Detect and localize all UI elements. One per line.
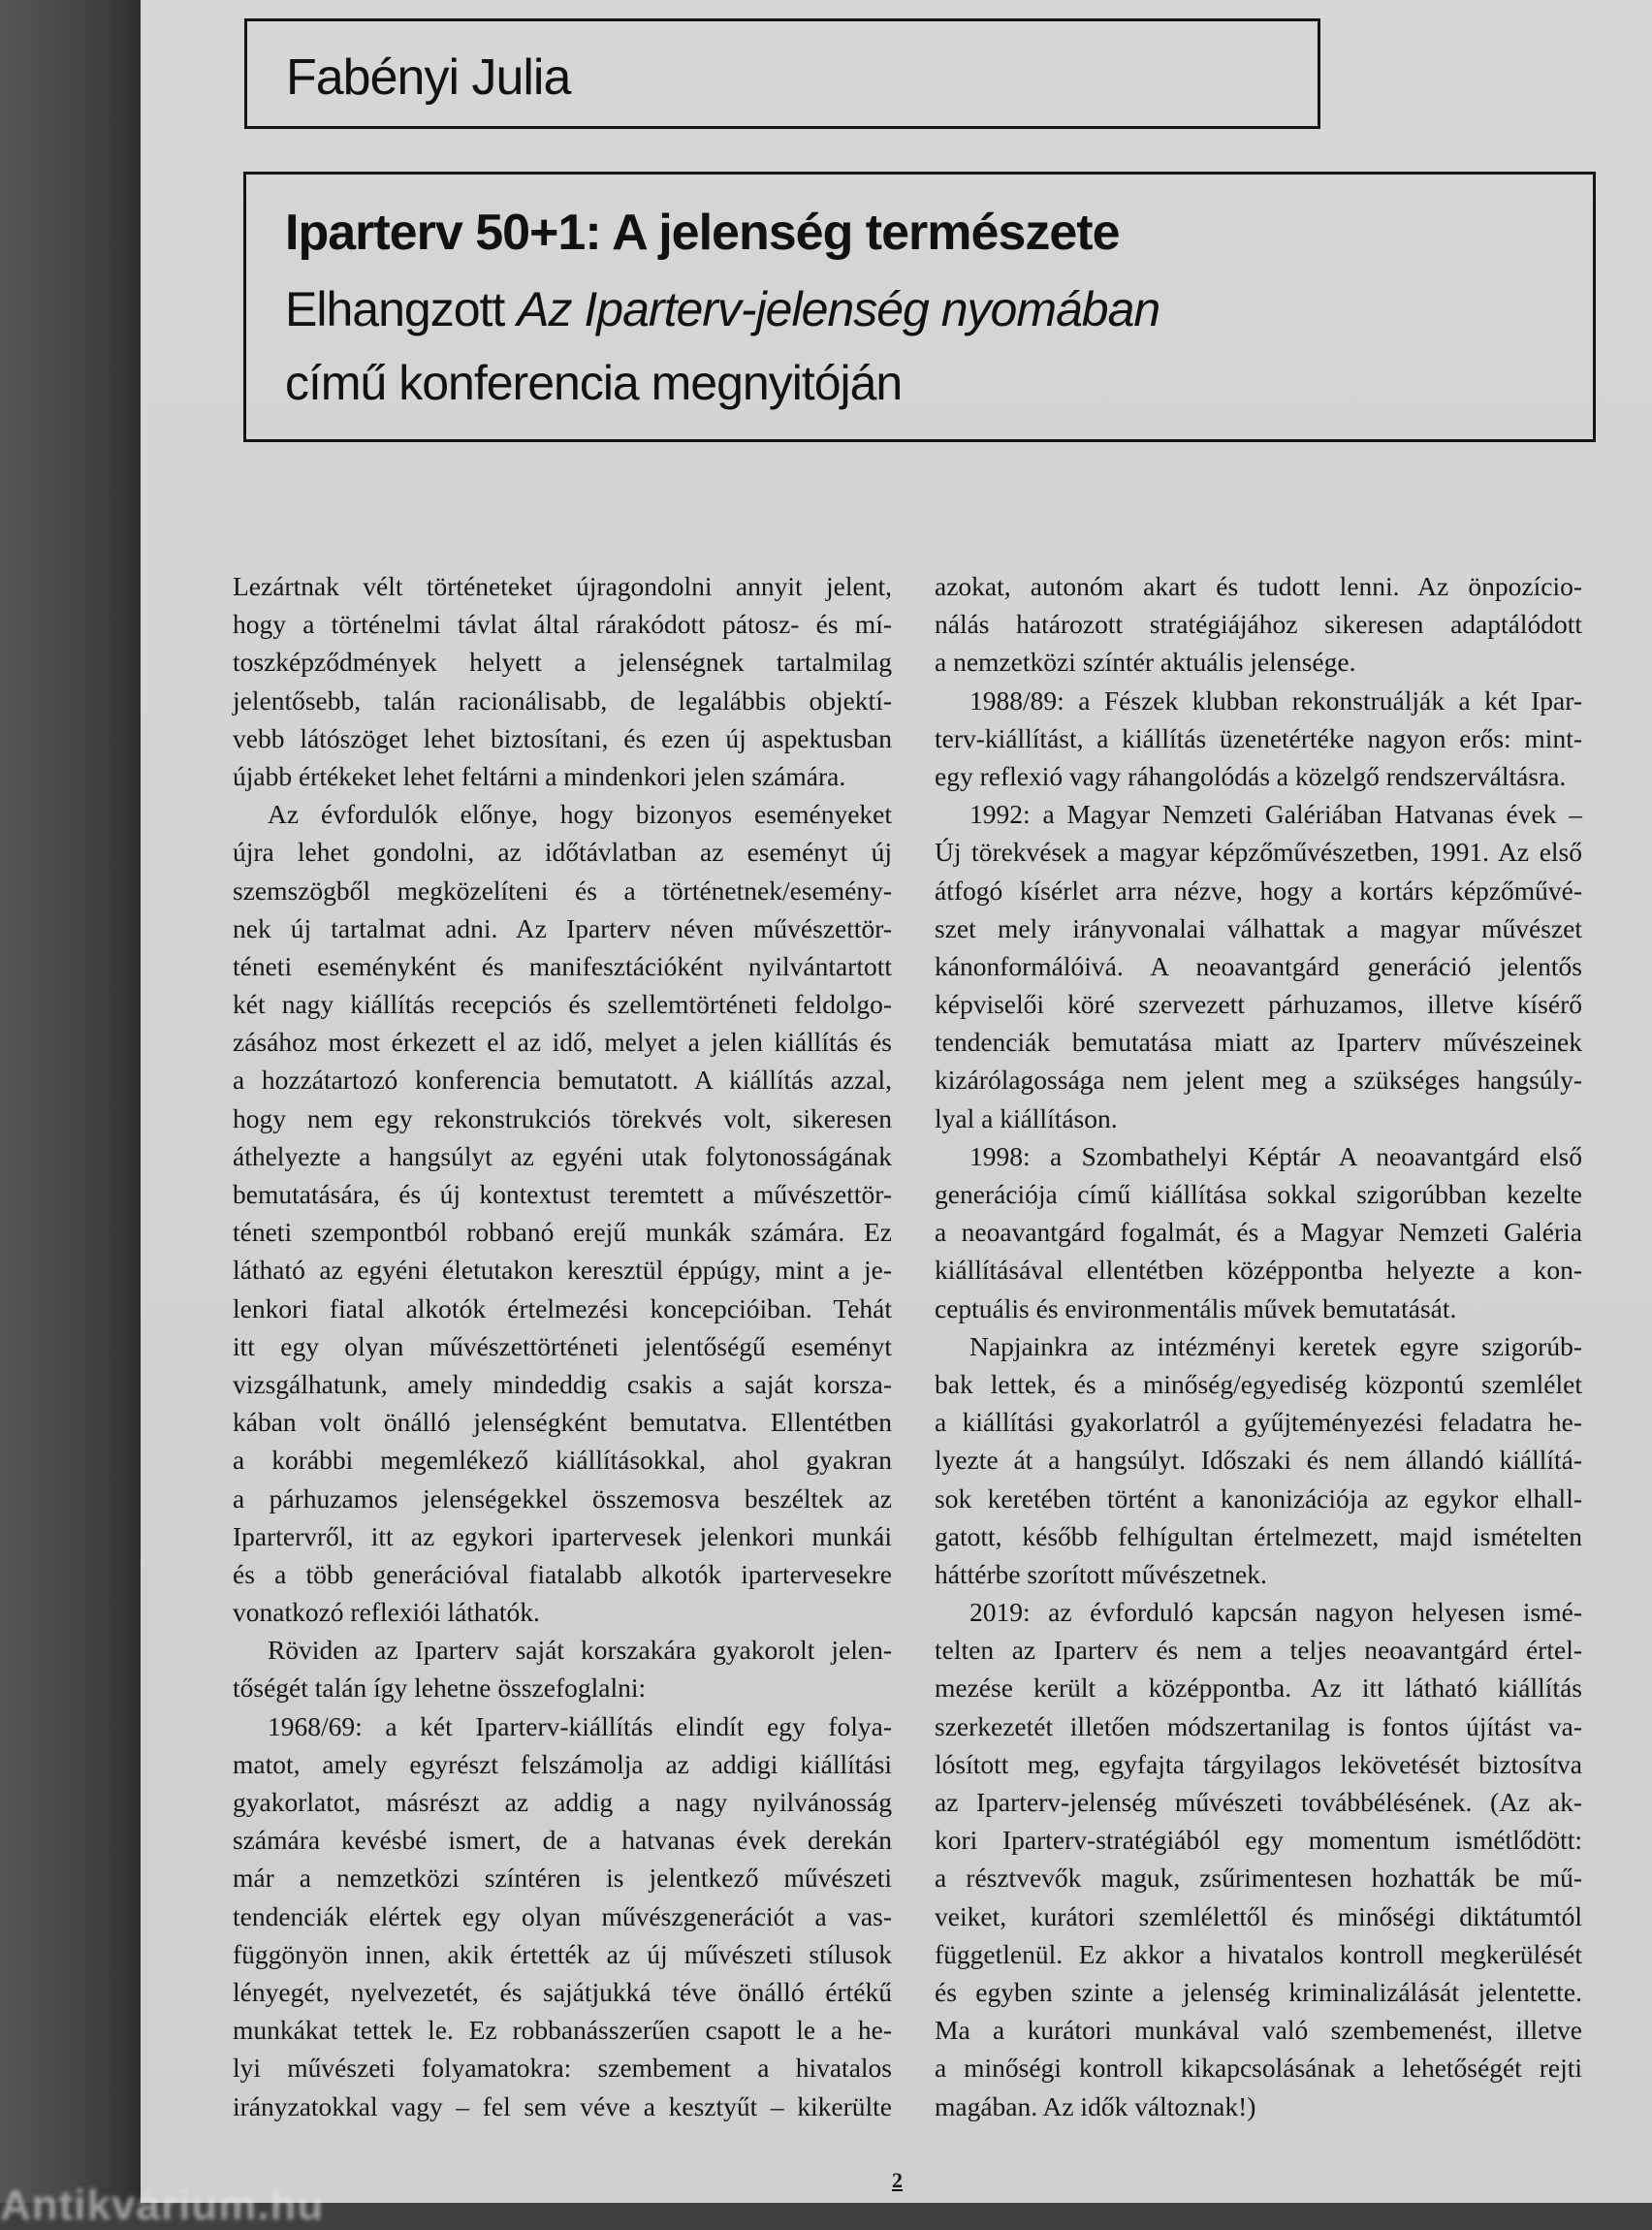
text-line: újra lehet gondolni, az időtávlatban az eseményt új	[233, 837, 892, 868]
text-line: terv-kiállítást, a kiállítás üzenetértéke nagyon erős: mint-	[935, 722, 1582, 753]
author-name: Fabényi Julia	[286, 49, 571, 106]
text-line: 1998: a Szombathelyi Képtár A neoavantgárd első	[969, 1140, 1582, 1171]
text-line: hogy a történelmi távlat által rárakódott pátosz- és mí-	[233, 609, 892, 640]
text-line: 1992: a Magyar Nemzeti Galériában Hatvanas évek –	[969, 799, 1582, 830]
author-box	[244, 18, 1320, 129]
text-line: a minőségi kontroll kikapcsolásának a lehetőségét rejti	[935, 2053, 1582, 2084]
text-line: Az évfordulók előnye, hogy bizonyos eseményeket	[268, 799, 892, 830]
text-line: gatott, később felhígultan értelmezett, majd ismételten	[935, 1520, 1582, 1551]
text-line: már a nemzetközi színtéren is jelentkező művészeti	[233, 1863, 892, 1894]
text-line: lyi művészeti folyamatokra: szembement a hivatalos	[233, 2053, 892, 2084]
text-line: zásához most érkezett el az idő, melyet a jelen kiállítás és	[233, 1027, 892, 1058]
text-line: kában volt önálló jelenségként bemutatva. Ellentétben	[233, 1407, 892, 1438]
text-line: kori Iparterv-stratégiából egy momentum ismétlődött:	[935, 1825, 1582, 1856]
text-line: ceptuális és environmentális művek bemutatását.	[935, 1292, 1457, 1323]
text-line: kizárólagossága nem jelent meg a szükséges hangsúly-	[935, 1065, 1582, 1096]
text-line: jelentősebb, talán racionálisabb, de legalábbis objektí-	[233, 685, 892, 716]
right-text-column	[935, 567, 1582, 2125]
text-line: vonatkozó reflexiói láthatók.	[233, 1597, 540, 1628]
watermark: Antikvárium.hu	[0, 2182, 325, 2229]
text-line: itt egy olyan művészettörténeti jelentőségű eseményt	[233, 1330, 892, 1361]
article-subtitle-line2: című konferencia megnyitóján	[285, 356, 903, 410]
text-line: Ipartervről, itt az egykori ipartervesek jelenkori munkái	[233, 1520, 892, 1551]
article-subtitle-line1	[285, 281, 1160, 337]
text-line: nálás határozott stratégiájához sikeresen adaptálódott	[935, 609, 1582, 640]
text-line: szet mely irányvonalai válhattak a magyar művészet	[935, 912, 1582, 943]
text-line: 1988/89: a Fészek klubban rekonstruálják a két Ipar-	[969, 685, 1582, 716]
text-line: generációja című kiállítása sokkal szigorúbban kezelte	[935, 1179, 1582, 1209]
text-line: vizsgálhatunk, amely mindeddig csakis a saját korsza-	[233, 1368, 892, 1399]
text-line: 1968/69: a két Iparterv-kiállítás elindít egy folya-	[268, 1710, 892, 1741]
text-line: azokat, autonóm akart és tudott lenni. Az önpozício-	[935, 571, 1582, 601]
text-line: függetlenül. Ez akkor a hivatalos kontroll megkerülését	[935, 1938, 1582, 1969]
text-line: munkákat tettek le. Ez robbanásszerűen csapott le a he-	[233, 2015, 892, 2046]
text-line: Lezártnak vélt történeteket újragondolni annyit jelent,	[233, 571, 892, 601]
book-page	[141, 0, 1652, 2203]
conference-title: Az Iparterv-jelenség nyomában	[517, 282, 1160, 336]
text-line: számára kevésbé ismert, de a hatvanas évek derekán	[233, 1825, 892, 1856]
text-line: egy reflexió vagy ráhangolódás a közelgő rendszerváltásra.	[935, 760, 1567, 791]
text-line: az Iparterv-jelenség művészeti továbbélésének. (Az ak-	[935, 1787, 1582, 1817]
text-line: képviselői köré szervezett párhuzamos, illetve kísérő	[935, 989, 1582, 1020]
text-line: irányzatokkal vagy – fel sem véve a kesztyűt – kikerülte	[233, 2090, 892, 2121]
text-line: és egyben szinte a jelenség kriminalizálását jelentette.	[935, 1976, 1582, 2007]
text-line: nek új tartalmat adni. Az Iparterv néven művészettör-	[233, 912, 892, 943]
text-line: látható az egyéni életutakon keresztül éppúgy, mint a je-	[233, 1255, 892, 1286]
left-text-column	[233, 567, 892, 2125]
text-line: magában. Az idők változnak!)	[935, 2090, 1256, 2121]
text-line: a neoavantgárd fogalmát, és a Magyar Nemzeti Galéria	[935, 1217, 1582, 1248]
text-line: háttérbe szorított művészetnek.	[935, 1558, 1267, 1589]
text-line: átfogó kísérlet arra nézve, hogy a kortárs képzőművé-	[935, 875, 1582, 906]
page-number: 2	[892, 2168, 903, 2192]
text-line: a korábbi megemlékező kiállításokkal, ahol gyakran	[233, 1445, 892, 1476]
text-line: lenkori fiatal alkotók értelmezési koncepcióiban. Tehát	[233, 1292, 892, 1323]
text-line: szemszögből megközelíteni és a történetnek/esemény-	[233, 875, 892, 906]
text-line: két nagy kiállítás recepciós és szellemtörténeti feldolgo-	[233, 989, 892, 1020]
text-line: hogy nem egy rekonstrukciós törekvés volt, sikeresen	[233, 1102, 892, 1133]
text-line: toszképződmények helyett a jelenségnek tartalmilag	[233, 647, 892, 678]
text-line: bak lettek, és a minőség/egyediség központú szemlélet	[935, 1368, 1582, 1399]
text-line: vebb látószöget lehet biztosítani, és ezen új aspektusban	[233, 722, 892, 753]
text-line: a párhuzamos jelenségekkel összemosva beszéltek az	[233, 1482, 892, 1513]
text-line: matot, amely egyrészt felszámolja az addigi kiállítási	[233, 1748, 892, 1779]
text-line: lényegét, nyelvezetét, és sajátjukká téve önálló értékű	[233, 1976, 892, 2007]
text-line: újabb értékeket lehet feltárni a mindenkori jelen számára.	[233, 760, 846, 791]
text-line: áthelyezte a hangsúlyt az egyéni utak folytonosságának	[233, 1140, 892, 1171]
text-line: Új törekvések a magyar képzőművészetben, 1991. Az első	[935, 837, 1582, 868]
text-line: téneti eseményként és manifesztációként nyilvántartott	[233, 950, 892, 981]
text-line: sok keretében történt a kanonizációja az egykor elhall-	[935, 1482, 1582, 1513]
text-line: függönyön innen, akik értették az új művészeti stílusok	[233, 1938, 892, 1969]
book-spine-background	[0, 0, 145, 2203]
text-line: veiket, kurátori szemlélettől és minőségi diktátumtól	[935, 1900, 1582, 1931]
text-line: tendenciák elértek egy olyan művészgenerációt a vas-	[233, 1900, 892, 1931]
text-line: a kiállítási gyakorlatról a gyűjteményezési feladatra he-	[935, 1407, 1582, 1438]
text-line: 2019: az évforduló kapcsán nagyon helyesen ismé-	[969, 1597, 1582, 1628]
text-line: tőségét talán így lehetne összefoglalni:	[233, 1672, 647, 1704]
text-line: bemutatására, és új kontextust teremtett a művészettör-	[233, 1179, 892, 1209]
text-line: lósított meg, egyfajta tárgyilagos lekövetését biztosítva	[935, 1748, 1582, 1779]
text-line: és a több generációval fiatalabb alkotók ipartervesekre	[233, 1558, 892, 1589]
text-line: Napjainkra az intézményi keretek egyre szigorúb-	[969, 1330, 1582, 1361]
title-box	[243, 172, 1596, 442]
text-line: telten az Iparterv és nem a teljes neoavantgárd értel-	[935, 1635, 1582, 1666]
text-line: szerkezetét illetően módszertanilag is fontos újítást va-	[935, 1710, 1582, 1741]
text-line: kánonformálóivá. A neoavantgárd generáció jelentős	[935, 950, 1582, 981]
text-line: a hozzátartozó konferencia bemutatott. A kiállítás azzal,	[233, 1065, 892, 1096]
text-line: Röviden az Iparterv saját korszakára gyakorolt jelen-	[268, 1635, 892, 1666]
text-line: a nemzetközi színtér aktuális jelensége.	[935, 647, 1356, 678]
text-line: tendenciák bemutatása miatt az Iparterv művészeinek	[935, 1027, 1582, 1058]
text-line: lyezte át a hangsúlyt. Időszaki és nem állandó kiállítá-	[935, 1445, 1582, 1476]
subtitle-prefix: Elhangzott	[285, 282, 518, 336]
text-line: téneti szempontból robbanó erejű munkák számára. Ez	[233, 1217, 892, 1248]
article-title: Iparterv 50+1: A jelenség természete	[285, 205, 1120, 261]
text-line: lyal a kiállításon.	[935, 1102, 1118, 1133]
text-line: kiállításával ellentétben középpontba helyezte a kon-	[935, 1255, 1582, 1286]
text-line: gyakorlatot, másrészt az addig a nagy nyilvánosság	[233, 1787, 892, 1817]
text-line: Ma a kurátori munkával való szembemenést, illetve	[935, 2015, 1582, 2046]
text-line: mezése került a középpontba. Az itt látható kiállítás	[935, 1672, 1582, 1704]
text-line: a résztvevők maguk, zsűrimentesen hozhatták be mű-	[935, 1863, 1582, 1894]
